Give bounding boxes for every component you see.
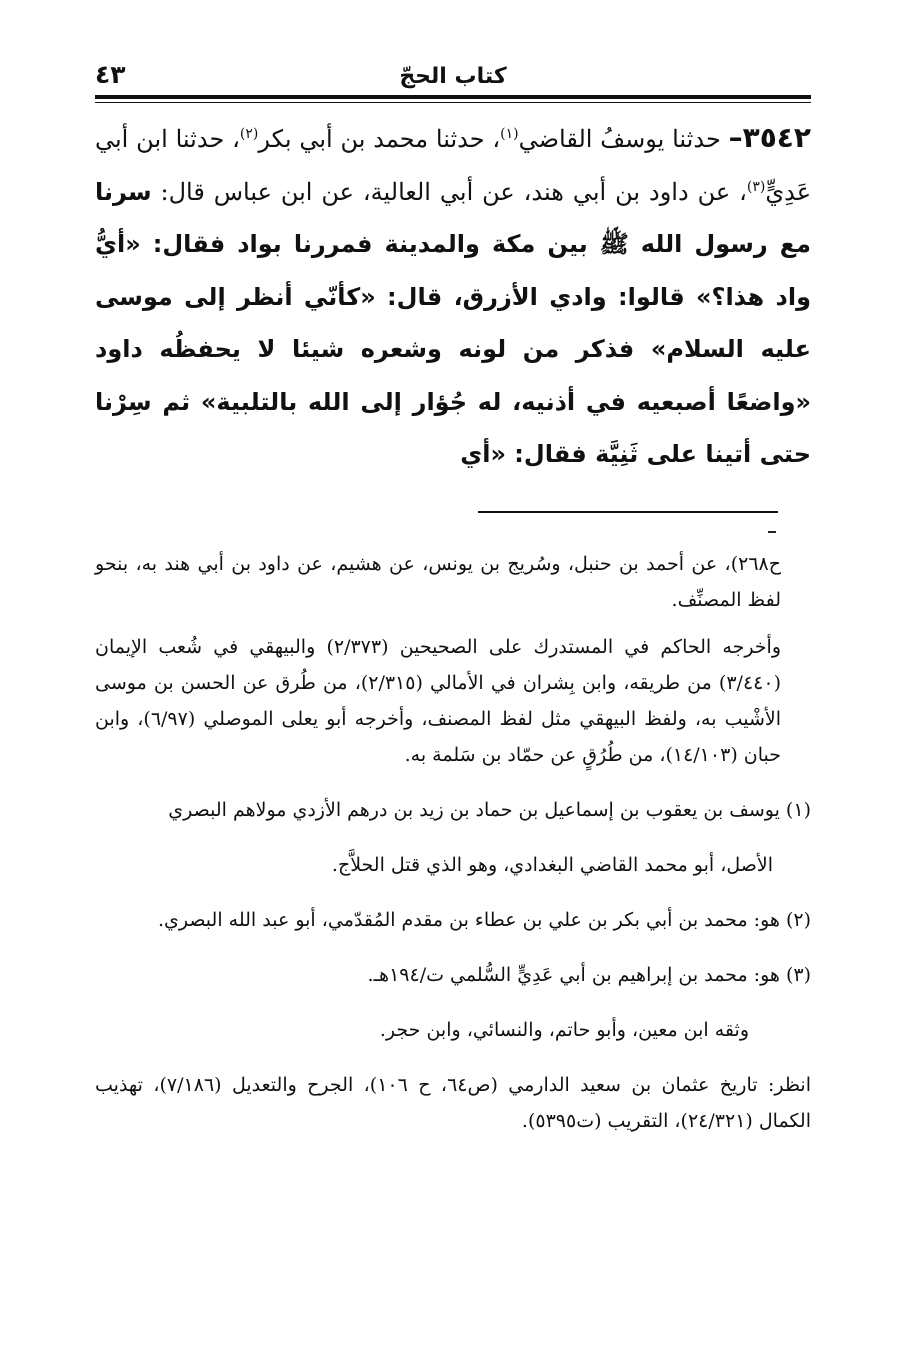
header-rule-thin [95, 102, 811, 103]
isnad-text: ، [232, 125, 240, 153]
footnote-carryover [95, 546, 811, 618]
isnad-text: حدثنا ابن أبي عَدِيٍّ [95, 125, 812, 206]
isnad-text: حدثنا يوسفُ القاضي [518, 125, 721, 153]
isnad-text: عباس قال: [160, 177, 272, 206]
footnote-separator [478, 511, 778, 513]
footnote-text: انظر: تاريخ عثمان بن سعيد الدارمي (ص٦٤، ح ١٠٦)، الجرح والتعديل (٧/١٨٦)، تهذيب الكمال (٢٤/٣٢١)، التقريب (ت٥٣٩٥). [95, 1074, 811, 1132]
header-rule [95, 95, 811, 99]
hadith-dash: – [728, 121, 743, 154]
footnote-ref: (١) [500, 126, 519, 142]
footnote-text: وأخرجه الحاكم في المستدرك على الصحيحين (٢/٣٧٣) والبيهقي في شُعب الإيمان (٣/٤٤٠) من طريقه، وابن بِشران في الأمالي (٢/٣١٥)، من طُرق عن الحسن بن موسى الأشْيب به، ولفظ البيهقي مثل لفظ المصنف، وأخرجه أبو يعلى الموصلي (٦/٩٧)، وابن حبان (١٤/١٠٣)، من طُرُقٍ عن حمّاد بن سَلمة به. [95, 636, 781, 766]
hadith-number: ٣٥٤٢ [742, 121, 811, 154]
footnote-text: (١) يوسف بن يعقوب بن إسماعيل بن حماد بن زيد بن درهم الأزدي مولاهم البصري [168, 799, 811, 821]
footnote-ref: (٢) [239, 126, 259, 142]
footnote-text: (٣) هو: محمد بن إبراهيم بن أبي عَدِيٍّ السُّلمي ت/١٩٤هـ. [367, 964, 811, 986]
running-title: كتاب الحجّ [399, 64, 507, 89]
hadith-text [95, 112, 811, 481]
footnotes [95, 546, 811, 1158]
footnote-3 [95, 957, 811, 1139]
footnote-carryover [95, 629, 811, 773]
footnote-ref: (٣) [746, 178, 766, 195]
page-header [95, 58, 811, 92]
isnad-text: ، حدثنا محمد بن أبي بكر [258, 125, 501, 153]
footnote-text: الأصل، أبو محمد القاضي البغدادي، وهو الذي قتل الحلاَّج. [331, 854, 773, 876]
footnote-2 [95, 902, 811, 938]
matn-text: سرنا مع رسول الله ﷺ بين مكة والمدينة فمررنا بواد فقال: «أيُّ واد هذا؟» قالوا: وادي الأزرق، قال: «كأنّي أنظر إلى موسى عليه السلام» فذكر من لونه وشعره شيئا لا يحفظُه داود «واضعًا أصبعيه في أذنيه، له جُؤار إلى الله بالتلبية» ثم سِرْنا حتى أتينا على ثَنِيَّة فقال: «أي [95, 177, 811, 468]
page-number: ٤٣ [95, 60, 126, 89]
footnote-text: (٢) هو: محمد بن أبي بكر بن علي بن عطاء بن مقدم المُقدّمي، أبو عبد الله البصري. [157, 909, 811, 931]
isnad-text: ، عن داود بن أبي هند، عن أبي العالية، عن ابن [280, 177, 747, 206]
footnote-text: ح٢٦٨)، عن أحمد بن حنبل، وسُريج بن يونس، عن هشيم، عن داود بن أبي هند به، بنحو لفظ المصنِّف. [95, 553, 781, 611]
margin-mark [768, 531, 776, 533]
footnote-1 [95, 792, 811, 883]
footnote-text: وثقه ابن معين، وأبو حاتم، والنسائي، وابن حجر. [379, 1019, 749, 1041]
